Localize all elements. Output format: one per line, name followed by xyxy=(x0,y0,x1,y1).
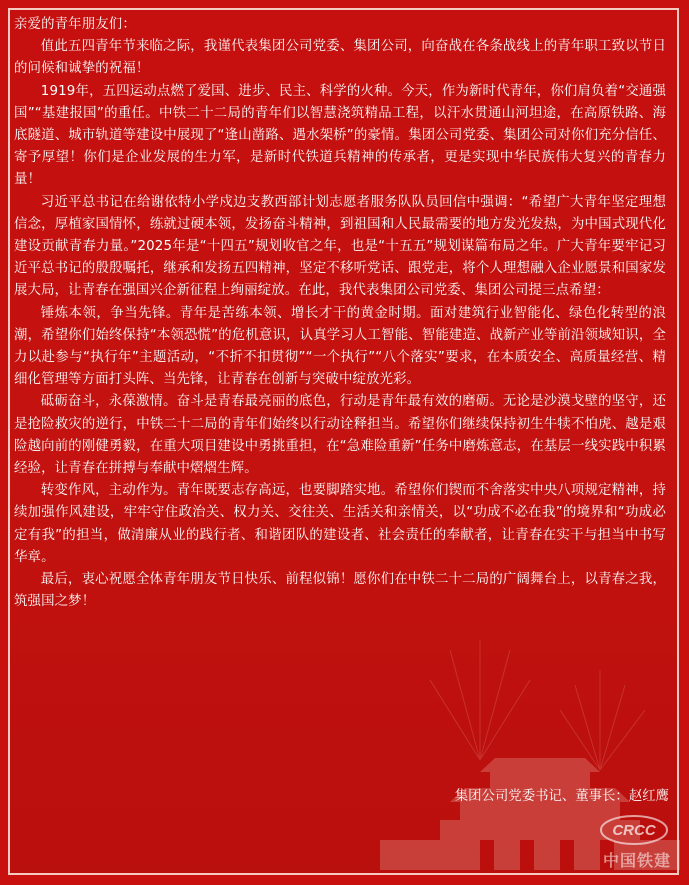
svg-text:CRCC: CRCC xyxy=(612,822,656,839)
letter-paragraph: 锤炼本领，争当先锋。青年是苦练本领、增长才干的黄金时期。面对建筑行业智能化、绿色化转型的浪潮，希望你们始终保持“本领恐慌”的危机意识，认真学习人工智能、智能建造、战新产业等前沿领域知识，全力以赴参与“执行年”主题活动，“不折不扣贯彻”“一个执行”“八个落实”要求，在本质安全、高质量经营、精细化管理等方面打头阵、当先锋，让青春在创新与突破中绽放光彩。 xyxy=(14,305,666,388)
brand-name: 中国铁建 xyxy=(602,851,671,870)
letter-paragraph: 转变作风，主动作为。青年既要志存高远，也要脚踏实地。希望你们锲而不舍落实中央八项规定精神，持续加强作风建设，牢牢守住政治关、权力关、交往关、生活关和亲情关，以“功成不必在我”的境界和“功成必定有我”的担当，做清廉从业的践行者、和谐团队的建设者、社会责任的奉献者，让青春在实干与担当中书写华章。 xyxy=(14,483,666,565)
letter-paragraph: 砥砺奋斗，永葆激情。奋斗是青春最亮丽的底色，行动是青年最有效的磨砺。无论是沙漠戈壁的坚守，还是抢险救灾的逆行，中铁二十二局的青年们始终以行动诠释担当。希望你们继续保持初生牛犊不怕虎、越是艰险越向前的刚健勇毅，在重大项目建设中勇挑重担，在“急难险重新”任务中磨炼意志，在基层一线实践中积累经验，让青春在拼搏与奉献中熠熠生辉。 xyxy=(14,394,666,477)
letter-paragraph: 1919年，五四运动点燃了爱国、进步、民主、科学的火种。今天，作为新时代青年，你们肩负着“交通强国”“基建报国”的重任。中铁二十二局的青年们以智慧浇筑精品工程，以汗水贯通山河坦途，在高原铁路、海底隧道、城市轨道等建设中展现了“逢山凿路、遇水架桥”的豪情。集团公司党委、集团公司对你们充分信任、寄予厚望！你们是企业发展的生力军，是新时代铁道兵精神的传承者，更是实现中华民族伟大复兴的青春力量！ xyxy=(14,83,666,188)
letter-paragraph: 习近平总书记在给谢依特小学戍边支教西部计划志愿者服务队队员回信中强调：“希望广大青年坚定理想信念，厚植家国情怀，练就过硬本领，发扬奋斗精神，到祖国和人民最需要的地方发光发热，为中国式现代化建设贡献青春力量。”2025年是“十四五”规划收官之年，也是“十五五”规划谋篇布局之年。广大青年要牢记习近平总书记的殷殷嘱托，继承和发扬五四精神，坚定不移听党话、跟党走，将个人理想融入企业愿景和国家发展大局，让青春在强国兴企新征程上绚丽绽放。在此，我代表集团公司党委、集团公司提三点希望： xyxy=(14,194,666,299)
letter-paragraph: 值此五四青年节来临之际，我谨代表集团公司党委、集团公司，向奋战在各条战线上的青年职工致以节日的问候和诚挚的祝福！ xyxy=(14,39,666,77)
letter-signature: 集团公司党委书记、董事长：赵红鹰 xyxy=(454,789,669,804)
crcc-logo-icon xyxy=(599,810,669,850)
letter-body xyxy=(14,14,666,613)
letter-greeting: 亲爱的青年朋友们： xyxy=(14,17,136,32)
letter-paragraph: 最后，衷心祝愿全体青年朋友节日快乐、前程似锦！愿你们在中铁二十二局的广阔舞台上，以青春之我，筑强国之梦！ xyxy=(14,572,666,610)
